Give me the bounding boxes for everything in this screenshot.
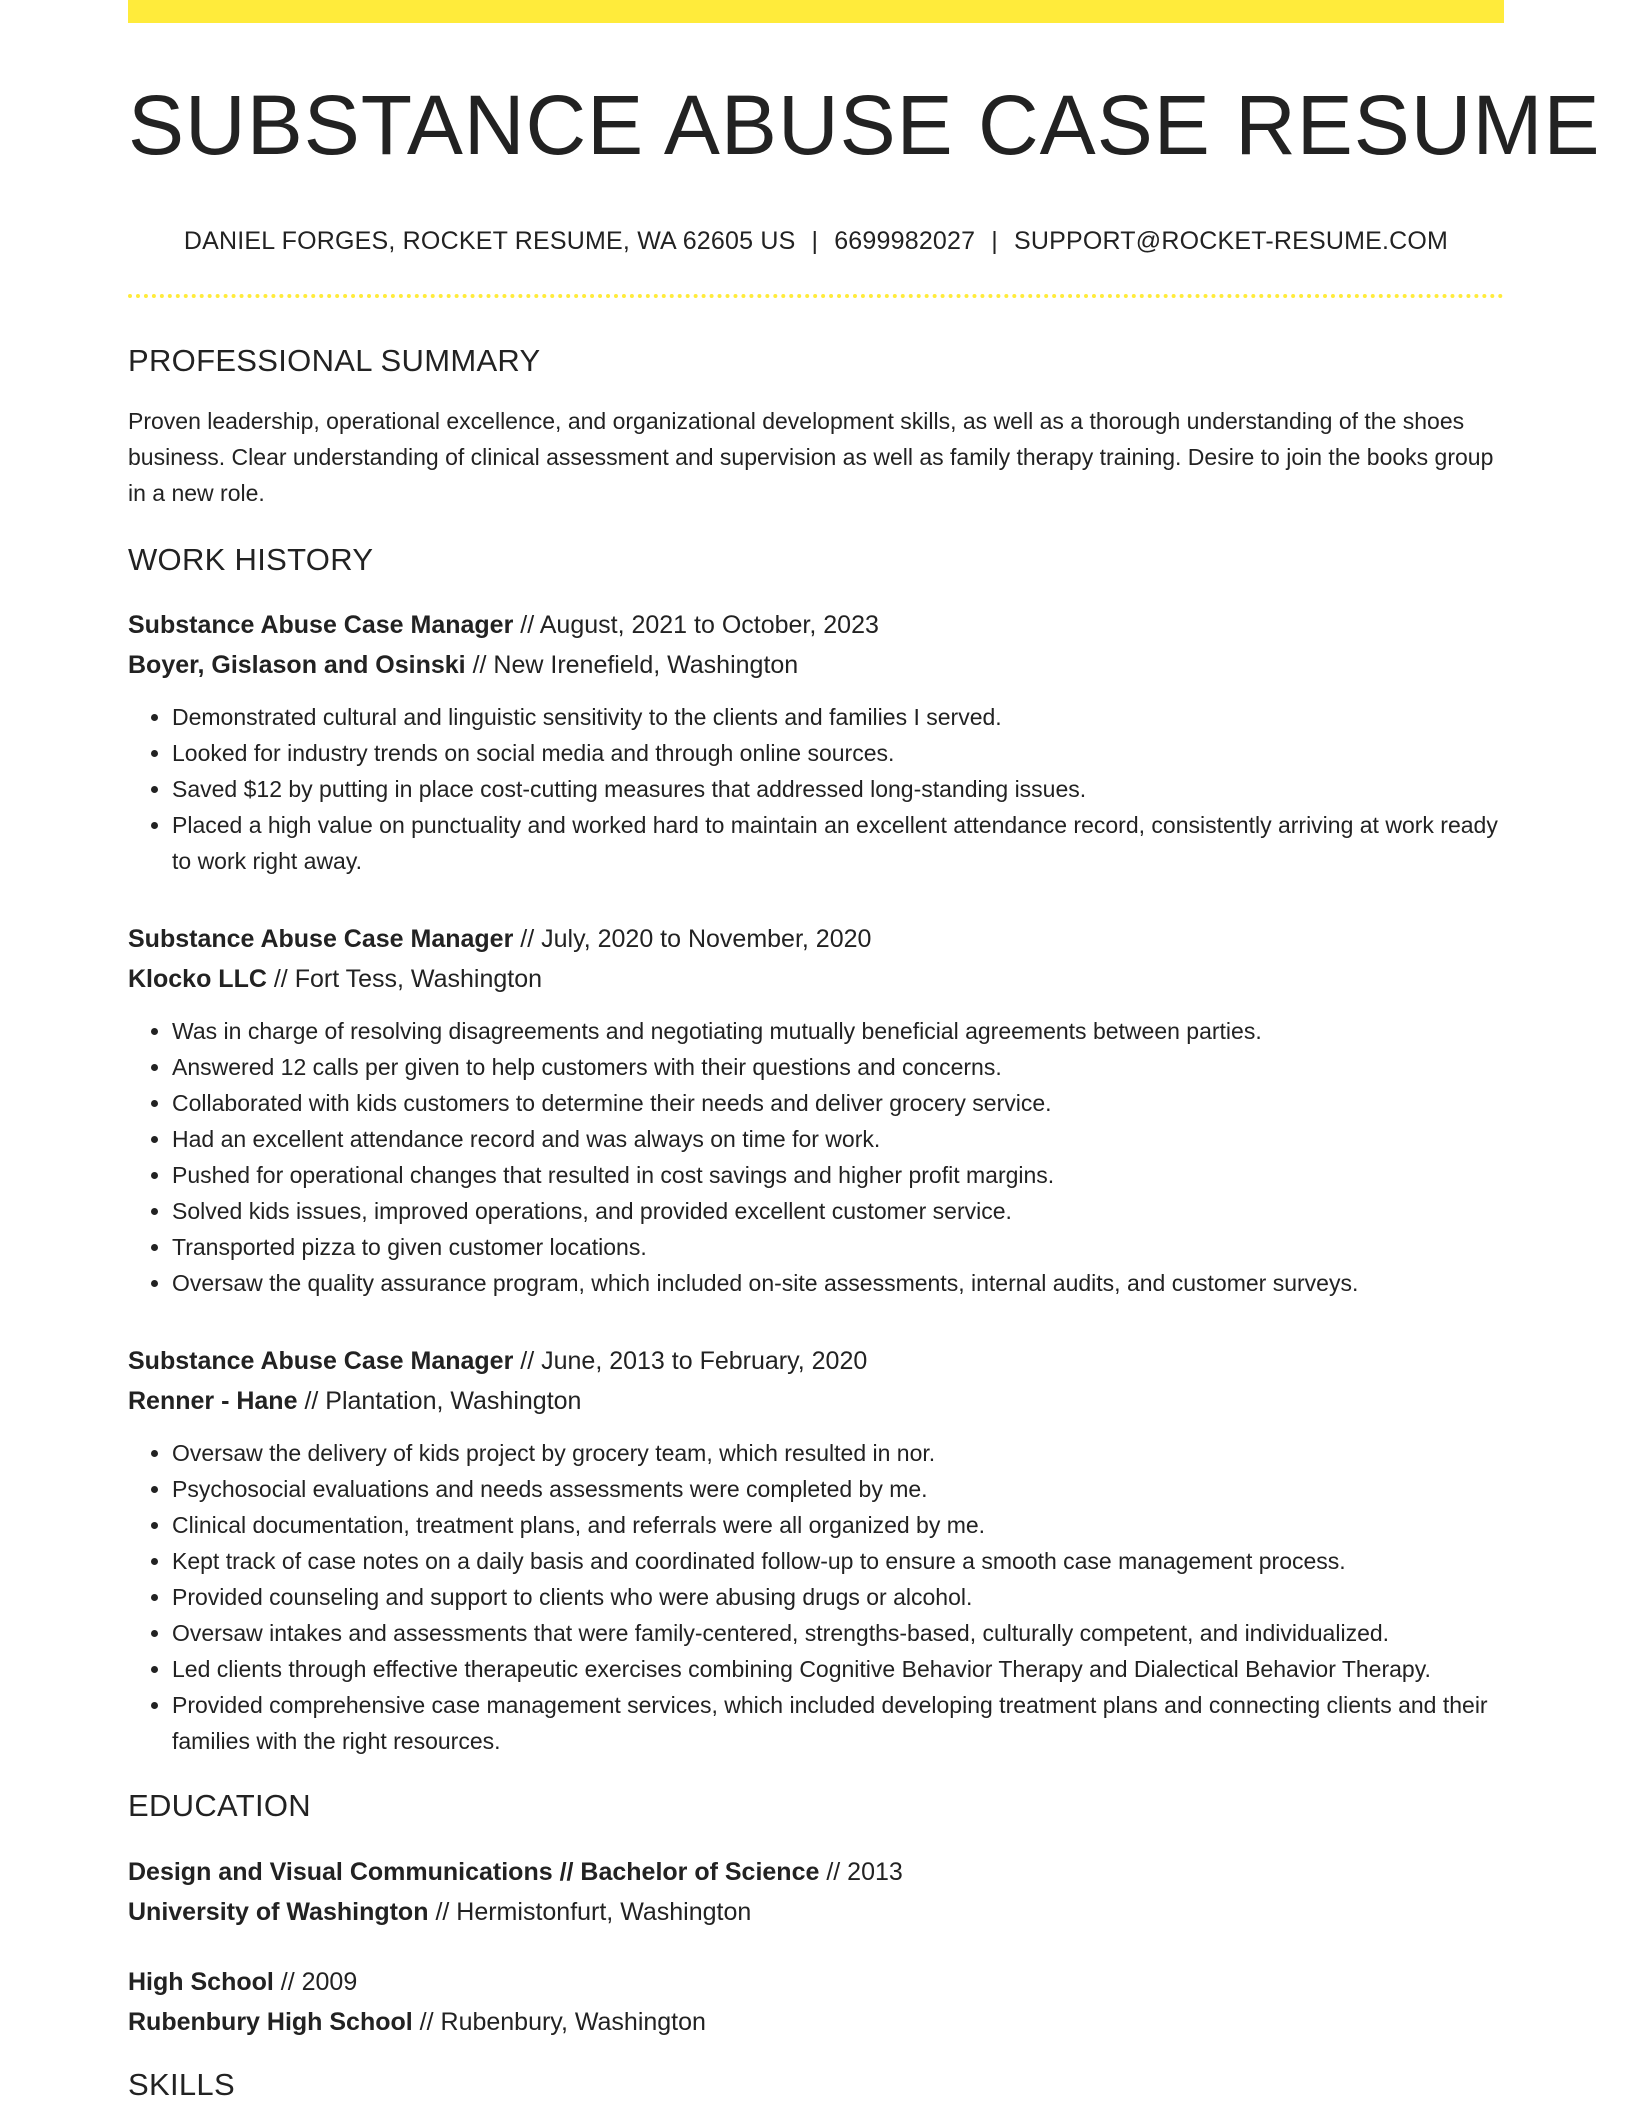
job-bullet: • Transported pizza to given customer locations. [172,1229,1504,1265]
dotted-divider [128,294,1504,298]
summary-heading: PROFESSIONAL SUMMARY [128,343,541,379]
work-history-heading: WORK HISTORY [128,542,374,578]
job-company: Renner - Hane [128,1386,298,1415]
job-bullet: • Had an excellent attendance record and was always on time for work. [172,1121,1504,1157]
education-school-line [128,2002,1504,2042]
contact-email: SUPPORT@ROCKET-RESUME.COM [1013,227,1449,256]
skills-heading: SKILLS [128,2066,235,2102]
contact-line [128,227,1504,256]
job-company-line [128,959,1504,999]
job-bullets [128,1435,1504,1759]
job-title: Substance Abuse Case Manager [128,1346,514,1375]
job-location: // New Irenefield, Washington [472,650,799,679]
job-dates: // August, 2021 to October, 2023 [520,610,879,639]
education-location: // Hermistonfurt, Washington [435,1897,752,1926]
job-dates: // July, 2020 to November, 2020 [520,924,872,953]
job-bullet: • Psychosocial evaluations and needs assessments were completed by me. [172,1471,1504,1507]
job-bullets [128,699,1504,879]
job-company: Boyer, Gislason and Osinski [128,650,466,679]
job-title: Substance Abuse Case Manager [128,924,514,953]
job-bullet: • Placed a high value on punctuality and worked hard to maintain an excellent attendance record, consistently arriving at work ready to work right away. [172,807,1504,879]
top-accent-bar [128,0,1504,23]
resume-page [128,0,1601,2103]
job-title-line [128,605,1504,645]
job-company: Klocko LLC [128,964,267,993]
job-entry [128,919,1504,1301]
education-year: // 2013 [826,1857,903,1886]
job-bullet: • Oversaw the quality assurance program, which included on-site assessments, internal audits, and customer surveys. [172,1265,1504,1301]
job-bullets [128,1013,1504,1301]
job-bullet: • Solved kids issues, improved operations, and provided excellent customer service. [172,1193,1504,1229]
job-bullet: • Looked for industry trends on social media and through online sources. [172,735,1504,771]
job-location: // Fort Tess, Washington [273,964,543,993]
education-degree: Design and Visual Communications // Bachelor of Science [128,1857,820,1886]
contact-phone: 6699982027 [834,227,976,256]
job-entry [128,1341,1504,1759]
summary-text: Proven leadership, operational excellence, and organizational development skills, as well as a thorough understanding of the shoes business. Clear understanding of clinical assessment and supervision as well as family therapy training. Desire to join the books group in a new role. [128,408,1494,507]
job-bullet: • Clinical documentation, treatment plans, and referrals were all organized by me. [172,1507,1504,1543]
education-heading: EDUCATION [128,1787,311,1823]
job-bullet: • Oversaw intakes and assessments that were family-centered, strengths-based, culturally competent, and individualized. [172,1615,1504,1651]
job-bullet: • Oversaw the delivery of kids project by grocery team, which resulted in nor. [172,1435,1504,1471]
education-year: // 2009 [280,1967,358,1996]
education-school: University of Washington [128,1897,429,1926]
job-bullet: • Provided comprehensive case management services, which included developing treatment plans and connecting clients and their families with the right resources. [172,1687,1504,1759]
contact-address: DANIEL FORGES, ROCKET RESUME, WA 62605 US [183,227,796,256]
education-school: Rubenbury High School [128,2007,413,2036]
job-company-line [128,1381,1504,1421]
job-dates: // June, 2013 to February, 2020 [520,1346,868,1375]
job-bullet: • Pushed for operational changes that resulted in cost savings and higher profit margins. [172,1157,1504,1193]
education-location: // Rubenbury, Washington [419,2007,706,2036]
education-school-line [128,1892,1504,1932]
job-bullet: • Saved $12 by putting in place cost-cutting measures that addressed long-standing issues. [172,771,1504,807]
job-entry [128,605,1504,879]
job-bullet: • Demonstrated cultural and linguistic sensitivity to the clients and families I served. [172,699,1504,735]
job-bullet: • Provided counseling and support to clients who were abusing drugs or alcohol. [172,1579,1504,1615]
job-location: // Plantation, Washington [304,1386,582,1415]
education-entry [128,1962,1504,2042]
job-bullet: • Kept track of case notes on a daily basis and coordinated follow-up to ensure a smooth case management process. [172,1543,1504,1579]
contact-separator: | [811,227,819,256]
job-title-line [128,919,1504,959]
job-title-line [128,1341,1504,1381]
education-entry [128,1852,1504,1932]
education-degree: High School [128,1967,274,1996]
job-bullet: • Was in charge of resolving disagreements and negotiating mutually beneficial agreements between parties. [172,1013,1504,1049]
education-degree-line [128,1962,1504,2002]
job-bullet: • Answered 12 calls per given to help customers with their questions and concerns. [172,1049,1504,1085]
job-company-line [128,645,1504,685]
job-bullet: • Collaborated with kids customers to determine their needs and deliver grocery service. [172,1085,1504,1121]
job-title: Substance Abuse Case Manager [128,610,514,639]
education-degree-line [128,1852,1504,1892]
resume-title: SUBSTANCE ABUSE CASE RESUME [128,78,1601,172]
contact-separator: | [991,227,998,256]
job-bullet: • Led clients through effective therapeutic exercises combining Cognitive Behavior Therapy and Dialectical Behavior Therapy. [172,1651,1504,1687]
